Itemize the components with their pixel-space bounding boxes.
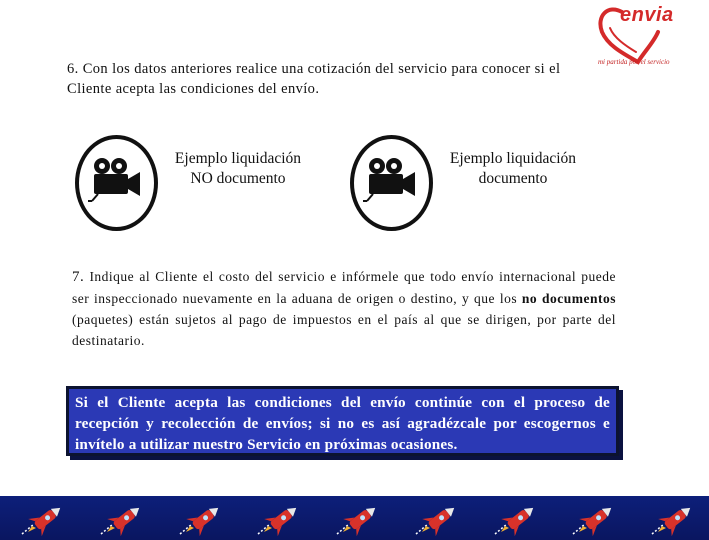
video-camera-icon [363,157,421,203]
example-documento[interactable] [350,135,610,235]
example-label [143,149,333,189]
example-no-documento[interactable] [75,135,335,235]
rocket-icon [335,502,381,536]
paragraph-7 [72,266,616,351]
rocket-icon [99,502,145,536]
rocket-icon [178,502,224,536]
rocket-icon [493,502,539,536]
paragraph-text-part2: (paquetes) están sujetos al pago de impuestos en el país al que se dirigen, por parte del destinatario. [72,312,616,348]
rocket-icon [650,502,696,536]
brand-name: envia [620,4,674,26]
example-label-line2: NO documento [190,170,286,187]
rocket-icon [571,502,617,536]
example-label-line1: Ejemplo liquidación [174,150,302,167]
example-label-line2: documento [478,170,548,187]
paragraph-number: 7. [72,269,85,285]
rocket-icon [20,502,66,536]
paragraph-bold-term: no documentos [521,291,617,306]
envia-logo [588,2,700,74]
paragraph-text-part1: Indique al Cliente el costo del servicio e infórmele que todo envío internacional puede ser inspeccionado nuevamente en la aduana de origen o destino, y que los [72,269,616,306]
brand-tagline: mi partida por el servicio [598,58,670,66]
rocket-icon [414,502,460,536]
video-camera-icon [88,157,146,203]
example-label-line1: Ejemplo liquidación [449,150,577,167]
example-label [418,149,608,189]
intro-text: 6. Con los datos anteriores realice una cotización del servicio para conocer si el Cliente acepta las condiciones del envío. [67,61,561,97]
rocket-icon [256,502,302,536]
callout-box: Si el Cliente acepta las condiciones del envío continúe con el proceso de recepción y recolección de envíos; si no es así agradézcale por escogernos e invítelo a utilizar nuestro Servicio en próximas ocasiones. [66,386,619,456]
footer-banner [0,496,709,540]
